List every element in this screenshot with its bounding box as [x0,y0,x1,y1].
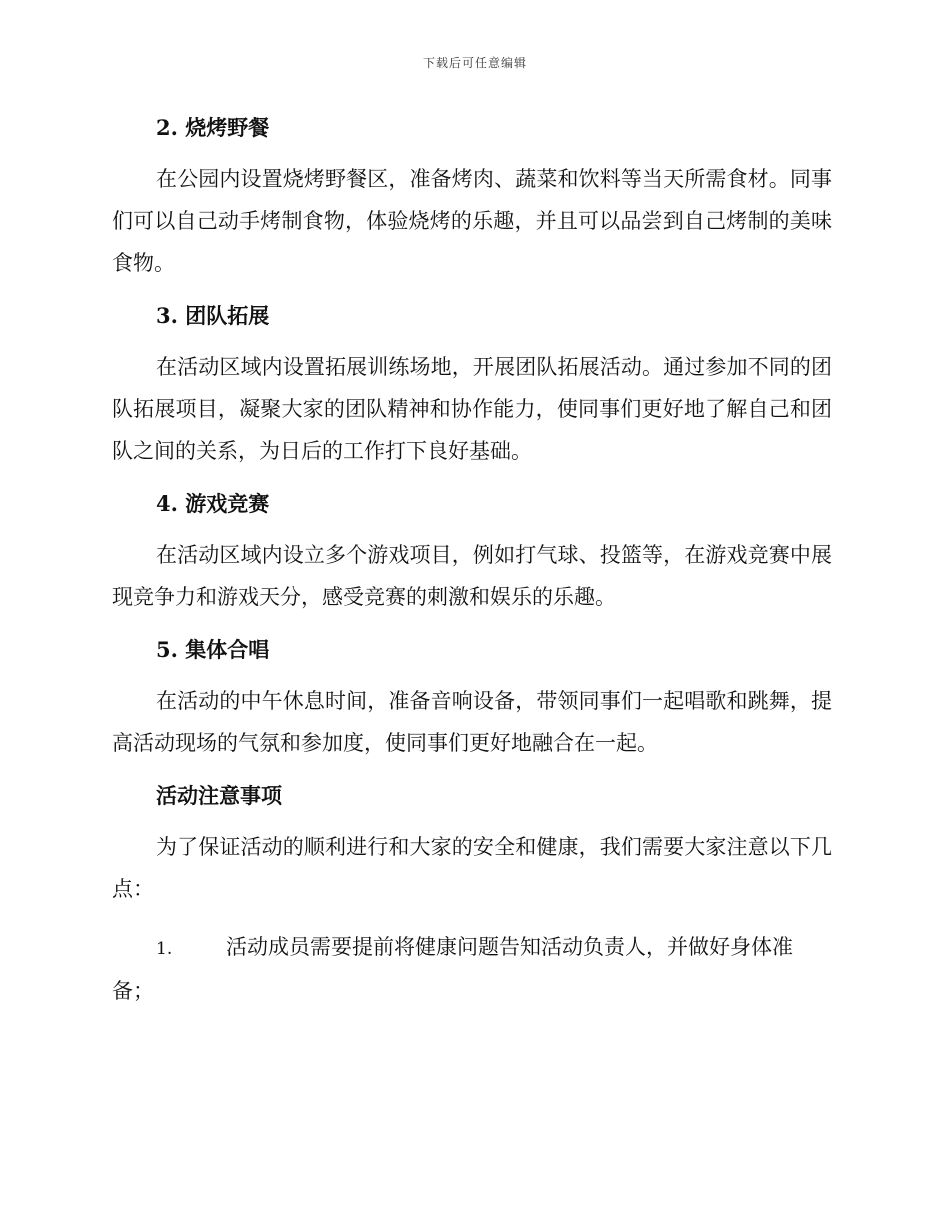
section-body-chorus: 在活动的中午休息时间，准备音响设备，带领同事们一起唱歌和跳舞，提高活动现场的气氛和参加度，使同事们更好地融合在一起。 [112,689,832,755]
section-body-games: 在活动区域内设立多个游戏项目，例如打气球、投篮等，在游戏竞赛中展现竞争力和游戏天分，感受竞赛的刺激和娱乐的乐趣。 [112,543,832,609]
document-body [112,108,832,1012]
section-heading-chorus: 5. 集体合唱 [156,637,270,662]
list-item-text: 活动成员需要提前将健康问题告知活动负责人，并做好身体准备； [112,935,793,1003]
section-body-team-building: 在活动区域内设置拓展训练场地，开展团队拓展活动。通过参加不同的团队拓展项目，凝聚大家的团队精神和协作能力，使同事们更好地了解自己和团队之间的关系，为日后的工作打下良好基础。 [112,355,832,463]
list-item [112,926,832,1012]
section-heading-team-building: 3. 团队拓展 [156,303,270,328]
section-heading-games: 4. 游戏竞赛 [156,491,270,516]
section-body-notes: 为了保证活动的顺利进行和大家的安全和健康，我们需要大家注意以下几点： [112,835,832,901]
section-heading-bbq: 2. 烧烤野餐 [156,115,270,140]
page-header-note: 下载后可任意编辑 [422,56,527,70]
section-body-bbq: 在公园内设置烧烤野餐区，准备烤肉、蔬菜和饮料等当天所需食材。同事们可以自己动手烤制食物，体验烧烤的乐趣，并且可以品尝到自己烤制的美味食物。 [112,167,832,275]
section-heading-notes: 活动注意事项 [156,783,282,808]
list-item-number: 1. [156,939,173,959]
